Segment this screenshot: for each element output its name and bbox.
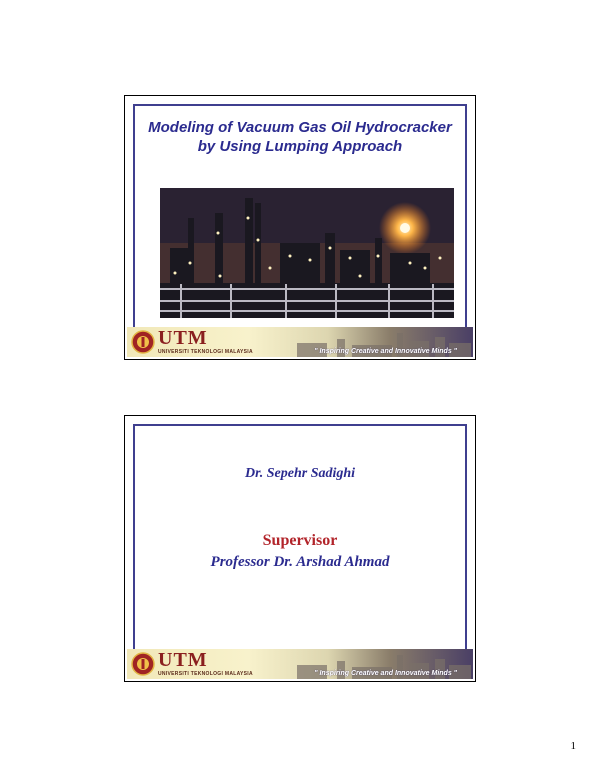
footer-tagline: " Inspiring Creative and Innovative Minds " — [314, 670, 457, 677]
slide-2-content-frame — [133, 424, 467, 651]
slide-title — [135, 118, 465, 156]
utm-footer-banner — [127, 327, 473, 357]
title-line-2: by Using Lumping Approach — [197, 138, 403, 155]
university-name: UNIVERSITI TEKNOLOGI MALAYSIA — [158, 671, 253, 677]
page-number: 1 — [570, 740, 576, 752]
supervisor-name: Professor Dr. Arshad Ahmad — [210, 554, 390, 570]
supervisor-label: Supervisor — [262, 532, 338, 549]
utm-logo-text: UTM — [158, 649, 208, 671]
title-line-1: Modeling of Vacuum Gas Oil Hydrocracker — [148, 119, 452, 136]
utm-crest-icon — [131, 330, 155, 354]
utm-logo-text: UTM — [158, 327, 208, 349]
utm-footer-banner — [127, 649, 473, 679]
author-name: Dr. Sepehr Sadighi — [244, 466, 356, 481]
slide-1-content-frame — [133, 104, 467, 329]
refinery-night-photo — [160, 188, 454, 318]
slide-1 — [124, 95, 476, 360]
slide-2 — [124, 415, 476, 682]
utm-crest-icon — [131, 652, 155, 676]
university-name: UNIVERSITI TEKNOLOGI MALAYSIA — [158, 349, 253, 355]
footer-tagline: " Inspiring Creative and Innovative Minds " — [314, 348, 457, 355]
